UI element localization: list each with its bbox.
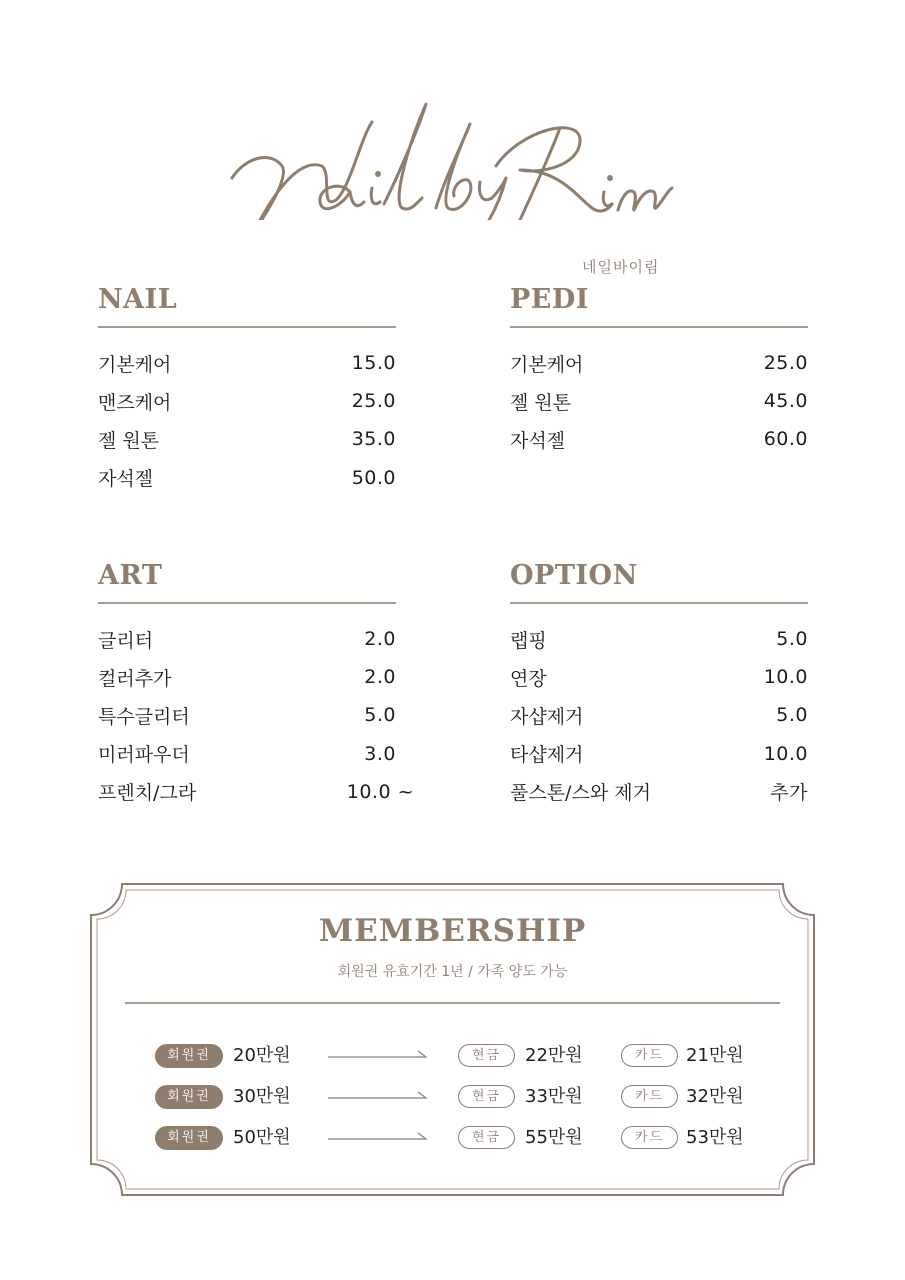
item-price: 2.0	[364, 628, 396, 651]
membership-row	[0, 1083, 905, 1111]
item-price: 35.0	[351, 428, 396, 451]
item-name: 프렌치/그라	[98, 782, 197, 805]
item-name: 자석젤	[510, 429, 566, 452]
item-price: 10.0	[763, 666, 808, 689]
item-price: 5.0	[776, 704, 808, 727]
membership-subtitle: 회원권 유효기간 1년 / 가족 양도 가능	[337, 964, 568, 980]
arrow-right-icon	[328, 1048, 428, 1062]
item-price: 60.0	[763, 428, 808, 451]
item-price: 2.0	[364, 666, 396, 689]
arrow-right-icon	[328, 1089, 428, 1103]
card-badge: 카드	[621, 1044, 678, 1067]
item-name: 타샵제거	[510, 744, 584, 767]
item-name: 풀스톤/스와 제거	[510, 782, 651, 805]
pedi-title: PEDI	[510, 284, 589, 315]
item-price: 5.0	[776, 628, 808, 651]
item-price: 25.0	[763, 352, 808, 375]
item-price: 25.0	[351, 390, 396, 413]
option-title: OPTION	[510, 560, 638, 591]
item-price: 5.0	[364, 704, 396, 727]
nail-title: NAIL	[98, 284, 178, 315]
item-name: 글리터	[98, 629, 154, 652]
cash-amount: 22만원	[525, 1045, 583, 1066]
cash-badge: 현금	[458, 1085, 515, 1108]
cash-badge: 현금	[458, 1126, 515, 1149]
card-amount: 21만원	[686, 1045, 744, 1066]
card-amount: 32만원	[686, 1086, 744, 1107]
member-badge: 회원권	[155, 1044, 223, 1068]
item-price: 45.0	[763, 390, 808, 413]
item-name: 컬러추가	[98, 667, 172, 690]
card-badge: 카드	[621, 1126, 678, 1149]
item-price: 15.0	[351, 352, 396, 375]
item-name: 랩핑	[510, 629, 547, 652]
brand-subtitle: 네일바이림	[582, 258, 660, 276]
item-name: 특수글리터	[98, 705, 190, 728]
card-badge: 카드	[621, 1085, 678, 1108]
item-name: 연장	[510, 667, 547, 690]
item-price: 3.0	[364, 742, 396, 765]
membership-divider	[125, 1002, 780, 1004]
membership-row	[0, 1124, 905, 1152]
item-name: 기본케어	[510, 353, 584, 376]
member-amount: 50만원	[233, 1127, 291, 1148]
cash-amount: 55만원	[525, 1127, 583, 1148]
member-badge: 회원권	[155, 1085, 223, 1109]
member-amount: 30만원	[233, 1086, 291, 1107]
item-name: 맨즈케어	[98, 391, 172, 414]
member-badge: 회원권	[155, 1126, 223, 1150]
item-name: 미러파우더	[98, 744, 190, 767]
card-amount: 53만원	[686, 1127, 744, 1148]
art-title: ART	[98, 560, 163, 591]
item-price: 추가	[770, 782, 808, 805]
member-amount: 20만원	[233, 1045, 291, 1066]
membership-title: MEMBERSHIP	[318, 913, 587, 949]
item-name: 자샵제거	[510, 705, 584, 728]
item-price: 10.0 ~	[346, 780, 414, 803]
item-name: 자석젤	[98, 468, 154, 491]
item-name: 젤 원톤	[510, 391, 572, 414]
arrow-right-icon	[328, 1130, 428, 1144]
item-name: 젤 원톤	[98, 429, 160, 452]
item-price: 10.0	[763, 742, 808, 765]
cash-badge: 현금	[458, 1044, 515, 1067]
item-price: 50.0	[351, 466, 396, 489]
membership-row	[0, 1042, 905, 1070]
cash-amount: 33만원	[525, 1086, 583, 1107]
item-name: 기본케어	[98, 353, 172, 376]
